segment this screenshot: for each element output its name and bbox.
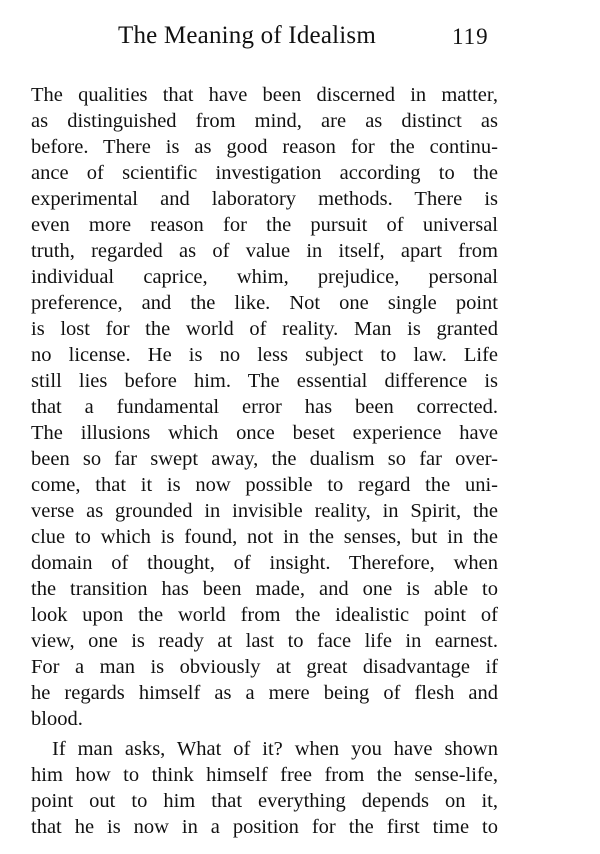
text-line: If man asks, What of it? when you have shown bbox=[52, 738, 498, 760]
text-line: that a fundamental error has been corrected. bbox=[31, 396, 498, 418]
text-line: The qualities that have been discerned in matter, bbox=[31, 84, 498, 106]
text-line: come, that it is now possible to regard the uni- bbox=[31, 474, 498, 496]
text-line: verse as grounded in invisible reality, in Spirit, the bbox=[31, 500, 498, 522]
text-line: domain of thought, of insight. Therefore, when bbox=[31, 552, 498, 574]
text-line: even more reason for the pursuit of universal bbox=[31, 214, 498, 236]
text-line: as distinguished from mind, are as distinct as bbox=[31, 110, 498, 132]
text-line: still lies before him. The essential difference is bbox=[31, 370, 498, 392]
running-title: The Meaning of Idealism bbox=[118, 22, 376, 49]
text-line: before. There is as good reason for the continu- bbox=[31, 136, 498, 158]
page-header bbox=[0, 22, 600, 62]
text-line: ance of scientific investigation according to the bbox=[31, 162, 498, 184]
text-line: For a man is obviously at great disadvantage if bbox=[31, 656, 498, 678]
text-line: clue to which is found, not in the senses, but in the bbox=[31, 526, 498, 548]
text-line: look upon the world from the idealistic point of bbox=[31, 604, 498, 626]
text-line: been so far swept away, the dualism so far over- bbox=[31, 448, 498, 470]
text-line: the transition has been made, and one is able to bbox=[31, 578, 498, 600]
text-line: him how to think himself free from the sense-life, bbox=[31, 764, 498, 786]
text-line: point out to him that everything depends on it, bbox=[31, 790, 498, 812]
text-line: individual caprice, whim, prejudice, personal bbox=[31, 266, 498, 288]
text-line: blood. bbox=[31, 708, 83, 730]
text-line: preference, and the like. Not one single point bbox=[31, 292, 498, 314]
text-line: that he is now in a position for the first time to bbox=[31, 816, 498, 838]
text-line: he regards himself as a mere being of flesh and bbox=[31, 682, 498, 704]
text-line: view, one is ready at last to face life in earnest. bbox=[31, 630, 498, 652]
page-number: 119 bbox=[452, 24, 489, 49]
text-line: The illusions which once beset experience have bbox=[31, 422, 498, 444]
text-line: experimental and laboratory methods. There is bbox=[31, 188, 498, 210]
text-line: is lost for the world of reality. Man is granted bbox=[31, 318, 498, 340]
text-line: no license. He is no less subject to law. Life bbox=[31, 344, 498, 366]
text-line: truth, regarded as of value in itself, apart from bbox=[31, 240, 498, 262]
